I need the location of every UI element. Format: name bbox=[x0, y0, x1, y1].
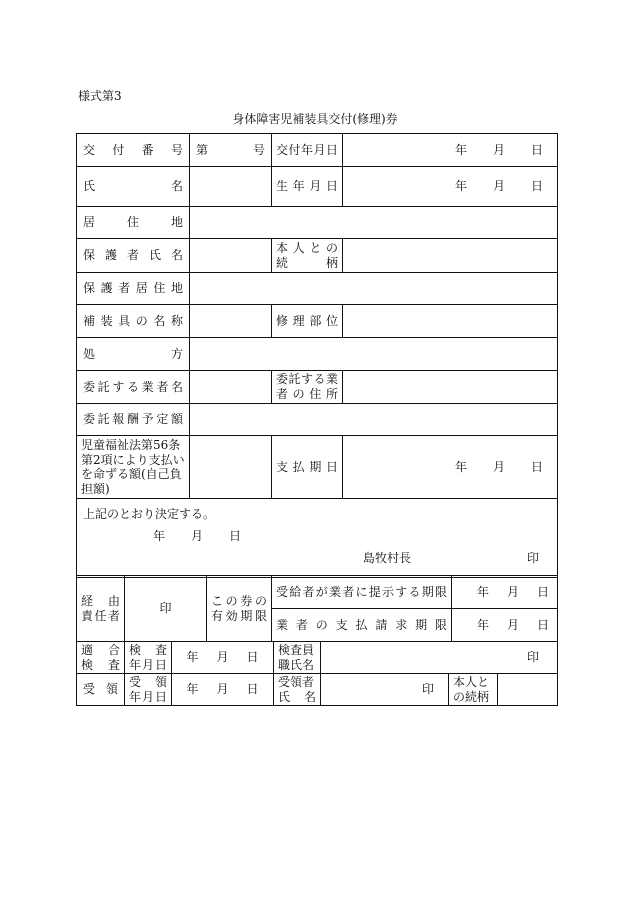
month-label: 月 bbox=[506, 617, 519, 632]
label-relationship-line2: 続柄 bbox=[276, 255, 338, 270]
birth-date-field[interactable] bbox=[343, 167, 558, 207]
label-fit-line2: 検査 bbox=[81, 657, 120, 672]
seal-label: 印 bbox=[527, 650, 540, 664]
repair-part-field[interactable] bbox=[343, 305, 558, 338]
label-receipt-date-line2: 年月日 bbox=[129, 689, 167, 704]
label-receipt-date-line1: 受領 bbox=[129, 674, 167, 689]
row-guardian-name bbox=[77, 239, 558, 273]
inspector-name-field[interactable] bbox=[321, 642, 558, 674]
day-label: 日 bbox=[530, 142, 543, 157]
label-repair-part: 修理部位 bbox=[272, 305, 343, 338]
label-receiver-line1: 受領者 bbox=[278, 674, 315, 689]
label-receipt-date bbox=[125, 674, 172, 706]
year-label: 年 bbox=[476, 617, 489, 632]
label-issue-number: 交付番号 bbox=[77, 134, 190, 167]
label-device-name: 補装具の名称 bbox=[77, 305, 190, 338]
year-label: 年 bbox=[186, 650, 199, 664]
day-label: 日 bbox=[536, 584, 549, 599]
label-fit-line1: 適合 bbox=[81, 642, 120, 657]
label-fit-inspection bbox=[77, 642, 125, 674]
year-label: 年 bbox=[186, 682, 199, 696]
label-relationship-line1: 本人との bbox=[276, 240, 338, 255]
label-contractor-address-line1: 委託する業 bbox=[276, 372, 338, 386]
month-label: 月 bbox=[216, 650, 229, 664]
row-decision bbox=[77, 499, 558, 578]
label-contractor: 委託する業者名 bbox=[77, 371, 190, 404]
month-label: 月 bbox=[191, 529, 204, 543]
receipt-date-field[interactable] bbox=[172, 674, 274, 706]
label-prescription: 処方 bbox=[77, 338, 190, 371]
mayor-seal: 印 bbox=[526, 551, 539, 565]
day-label: 日 bbox=[246, 650, 259, 664]
contractor-address-field[interactable] bbox=[343, 371, 558, 404]
prescription-field[interactable] bbox=[190, 338, 558, 371]
label-via-line1: 経由 bbox=[81, 593, 120, 608]
self-pay-field[interactable] bbox=[190, 436, 272, 499]
day-label: 日 bbox=[530, 179, 543, 193]
month-label: 月 bbox=[216, 682, 229, 696]
label-inspection-date-line2: 年月日 bbox=[129, 657, 167, 672]
label-go: 号 bbox=[252, 142, 265, 157]
label-receiver-name bbox=[274, 674, 321, 706]
month-label: 月 bbox=[506, 584, 519, 599]
payment-date-field[interactable] bbox=[343, 436, 558, 499]
responsible-seal-field[interactable] bbox=[125, 576, 207, 642]
label-receiver-rel-line2: の続柄 bbox=[453, 689, 490, 704]
label-contractor-address-line2: 者の住所 bbox=[276, 387, 338, 401]
label-issue-date: 交付年月日 bbox=[272, 134, 343, 167]
guardian-address-field[interactable] bbox=[190, 273, 558, 305]
row-name bbox=[77, 167, 558, 207]
year-label: 年 bbox=[454, 179, 467, 193]
label-self-pay: 児童福祉法第56条第2項により支払いを命ずる額(自己負担額) bbox=[77, 436, 190, 499]
relationship-field[interactable] bbox=[343, 239, 558, 273]
name-field[interactable] bbox=[190, 167, 272, 207]
label-inspector-line1: 検査員 bbox=[278, 642, 315, 657]
label-inspection-date-line1: 検査 bbox=[129, 642, 167, 657]
present-deadline-field[interactable] bbox=[452, 576, 558, 609]
label-fee: 委託報酬予定額 bbox=[77, 404, 190, 436]
row-guardian-address bbox=[77, 273, 558, 305]
label-contractor-address bbox=[272, 371, 343, 404]
label-guardian-name: 保護者氏名 bbox=[77, 239, 190, 273]
label-payment-date: 支払期日 bbox=[272, 436, 343, 499]
row-address bbox=[77, 207, 558, 239]
decision-date[interactable] bbox=[153, 529, 241, 544]
label-present-deadline: 受給者が業者に提示する期限 bbox=[272, 576, 452, 609]
form-number-label: 様式第3 bbox=[78, 89, 122, 103]
label-birth-date: 生年月日 bbox=[272, 167, 343, 207]
row-issue-number bbox=[77, 134, 558, 167]
validity-table bbox=[76, 575, 558, 642]
year-label: 年 bbox=[454, 142, 467, 157]
month-label: 月 bbox=[492, 179, 505, 193]
day-label: 日 bbox=[246, 682, 259, 696]
issue-date-field[interactable] bbox=[343, 134, 558, 167]
day-label: 日 bbox=[530, 459, 543, 474]
row-self-pay bbox=[77, 436, 558, 499]
receiver-relationship-field[interactable] bbox=[498, 674, 558, 706]
issue-number-field[interactable] bbox=[190, 134, 272, 167]
month-label: 月 bbox=[492, 142, 505, 157]
document-title: 身体障害児補装具交付(修理)券 bbox=[232, 112, 398, 126]
year-label: 年 bbox=[454, 459, 467, 474]
row-fee bbox=[77, 404, 558, 436]
label-inspector-line2: 職氏名 bbox=[278, 657, 315, 672]
label-receipt: 受領 bbox=[77, 674, 125, 706]
inspection-table bbox=[76, 641, 558, 706]
year-label: 年 bbox=[476, 584, 489, 599]
fee-field[interactable] bbox=[190, 404, 558, 436]
label-inspector bbox=[274, 642, 321, 674]
label-guardian-address: 保護者居住地 bbox=[77, 273, 190, 305]
label-receiver-relationship bbox=[449, 674, 498, 706]
label-request-deadline: 業者の支払請求期限 bbox=[272, 609, 452, 642]
day-label: 日 bbox=[229, 529, 242, 543]
label-validity-line2: 有効期限 bbox=[211, 608, 267, 623]
main-form-table bbox=[76, 133, 558, 578]
decision-section bbox=[77, 499, 558, 578]
mayor-title: 島牧村長 bbox=[363, 551, 412, 565]
label-validity bbox=[207, 576, 272, 642]
label-relationship bbox=[272, 239, 343, 273]
row-prescription bbox=[77, 338, 558, 371]
label-validity-line1: この券の bbox=[211, 593, 267, 608]
contractor-field[interactable] bbox=[190, 371, 272, 404]
label-receiver-line2: 氏名 bbox=[278, 689, 316, 704]
label-inspection-date bbox=[125, 642, 172, 674]
device-name-field[interactable] bbox=[190, 305, 272, 338]
label-via-line2: 責任者 bbox=[81, 608, 120, 623]
label-name: 氏名 bbox=[77, 167, 190, 207]
receiver-name-field[interactable] bbox=[321, 674, 449, 706]
label-address: 居住地 bbox=[77, 207, 190, 239]
decision-text: 上記のとおり決定する。 bbox=[83, 507, 216, 521]
address-field[interactable] bbox=[190, 207, 558, 239]
guardian-name-field[interactable] bbox=[190, 239, 272, 273]
seal-label: 印 bbox=[159, 601, 172, 615]
month-label: 月 bbox=[492, 459, 505, 474]
inspection-date-field[interactable] bbox=[172, 642, 274, 674]
label-receiver-rel-line1: 本人と bbox=[453, 674, 490, 689]
request-deadline-field[interactable] bbox=[452, 609, 558, 642]
row-contractor bbox=[77, 371, 558, 404]
seal-label: 印 bbox=[421, 682, 434, 696]
year-label: 年 bbox=[153, 529, 166, 543]
label-via-responsible bbox=[77, 576, 125, 642]
row-device-name bbox=[77, 305, 558, 338]
label-dai: 第 bbox=[196, 142, 209, 157]
day-label: 日 bbox=[536, 617, 549, 632]
